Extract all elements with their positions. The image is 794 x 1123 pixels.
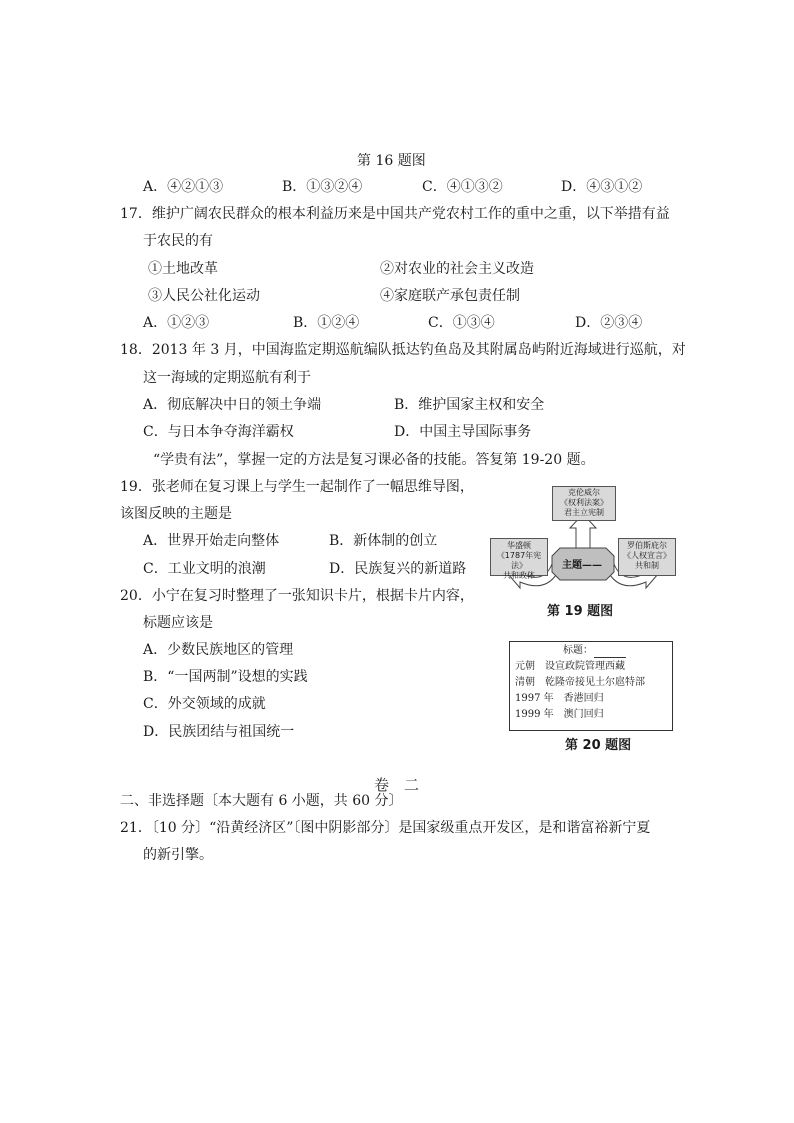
q18-option-c: C．与日本争夺海洋霸权 [143, 424, 294, 440]
q17-item-3: ③人民公社化运动 [148, 288, 260, 304]
q20-option-a: A．少数民族地区的管理 [143, 642, 294, 658]
part2-title: 卷 二 [374, 776, 420, 794]
q18-option-d: D．中国主导国际事务 [394, 424, 532, 440]
mind-map-left-line1: 华盛顿 [507, 541, 531, 550]
q19-stem-line2: 该图反映的主题是 [120, 506, 232, 522]
q20-option-b: B．“一国两制”设想的实践 [143, 669, 308, 685]
mind-map-left-line2: 《1787年宪法》 [496, 551, 542, 570]
q20-option-c: C．外交领域的成就 [143, 696, 266, 712]
card-line-4: 1999 年 澳门回归 [515, 709, 604, 720]
card-title-blank [594, 657, 626, 658]
q18-option-b: B．维护国家主权和安全 [394, 397, 545, 413]
q16-option-b: B．①③②④ [282, 179, 363, 195]
part2-section-heading: 二、非选择题〔本大题有 6 小题，共 60 分〕 [120, 793, 403, 809]
q20-stem-line1: 20．小宁在复习时整理了一张知识卡片，根据卡片内容， [120, 588, 474, 604]
q17-option-b: B．①②④ [293, 315, 360, 331]
mind-map-right-line3: 共和制 [635, 561, 659, 570]
mind-map-top-line1: 克伦威尔 [568, 488, 600, 497]
q20-stem-line2: 标题应该是 [143, 615, 213, 631]
q18-stem-line1: 18．2013 年 3 月，中国海监定期巡航编队抵达钓鱼岛及其附属岛屿附近海域进行巡航，对 [120, 342, 686, 358]
q20-knowledge-card [509, 641, 673, 731]
card-line-3: 1997 年 香港回归 [515, 693, 604, 704]
mind-map-top-line3: 君主立宪制 [564, 508, 604, 517]
card-line-2: 清朝 乾隆帝接见土尔扈特部 [515, 677, 645, 688]
mind-map-top-line2: 《权利法案》 [560, 498, 608, 507]
q19-mind-map [490, 486, 676, 598]
q17-option-a: A．①②③ [143, 315, 210, 331]
q18-option-a: A．彻底解决中日的领土争端 [143, 397, 322, 413]
q16-option-a: A．④②①③ [143, 179, 224, 195]
mind-map-right-box [618, 538, 676, 576]
q18-stem-line2: 这一海域的定期巡航有利于 [143, 370, 311, 386]
q19-20-intro: “学贵有法”，掌握一定的方法是复习课必备的技能。答复第 19-20 题。 [153, 452, 595, 468]
q17-option-d: D．②③④ [575, 315, 643, 331]
q16-figure-caption: 第 16 题图 [357, 153, 426, 169]
q19-stem-line1: 19．张老师在复习课上与学生一起制作了一幅思维导图， [120, 479, 474, 495]
q19-figure-caption: 第 19 题图 [547, 604, 614, 619]
q17-item-1: ①土地改革 [148, 261, 218, 277]
mind-map-left-line3: 共和政体 [503, 571, 535, 580]
mind-map-center-label: 主题—— [562, 560, 602, 571]
mind-map-left-box [490, 538, 548, 580]
q16-option-d: D．④③①② [561, 179, 643, 195]
mind-map-top-box [552, 486, 616, 521]
q17-stem-line1: 17．维护广阔农民群众的根本利益历来是中国共产党农村工作的重中之重，以下举措有益 [120, 206, 670, 222]
mind-map-right-line2: 《人权宣言》 [623, 551, 671, 560]
card-title: 标题： [563, 645, 593, 656]
q19-option-c: C．工业文明的浪潮 [143, 561, 266, 577]
q17-item-2: ②对农业的社会主义改造 [380, 261, 534, 277]
q19-option-d: D．民族复兴的新道路 [329, 561, 467, 577]
mind-map-right-line1: 罗伯斯庇尔 [627, 541, 667, 550]
q17-stem-line2: 于农民的有 [143, 233, 213, 249]
card-line-1: 元朝 设宣政院管理西藏 [515, 661, 625, 672]
q21-line1: 21．〔10 分〕“沿黄经济区”〔图中阴影部分〕是国家级重点开发区，是和谐富裕新宁夏 [120, 820, 651, 836]
q19-option-a: A．世界开始走向整体 [143, 533, 280, 549]
q17-item-4: ④家庭联产承包责任制 [380, 288, 520, 304]
q17-option-c: C．①③④ [428, 315, 495, 331]
q19-option-b: B．新体制的创立 [329, 533, 438, 549]
q20-option-d: D．民族团结与祖国统一 [143, 724, 295, 740]
q21-line2: 的新引擎。 [143, 847, 213, 863]
q16-option-c: C．④①③② [422, 179, 503, 195]
q20-figure-caption: 第 20 题图 [565, 738, 632, 753]
